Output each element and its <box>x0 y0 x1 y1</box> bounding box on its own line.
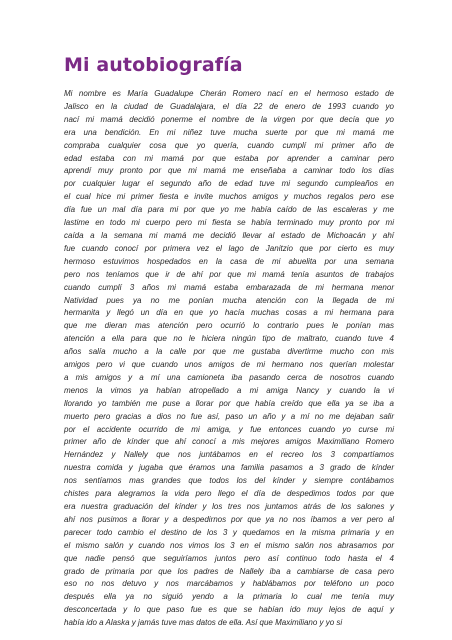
body-line: caída a la semana mi mamá me decidió llevar al estado de Michoacán y ahí <box>64 230 394 240</box>
body-line: nací mi mamá decidió ponerme el nombre de la virgen por que decía que yo <box>64 114 394 124</box>
body-line: Hernández y Nallely que nos juntábamos en el recreo los 3 compartíamos <box>64 450 394 460</box>
body-line: que nadie pensó que seguiríamos juntos pero así continuo todo hasta el 4 <box>64 553 394 563</box>
body-line: lastime en todo mi cuerpo pero mi fiesta se había terminado muy pronto por mi <box>64 218 394 228</box>
body-line: primer año de kínder que ahí conocí a mis mejores amigos Maximiliano Romero <box>64 437 394 447</box>
body-line: Natividad pues ya no me ponían mucha atención con la llegada de mi <box>64 295 394 305</box>
body-line: pero nos teníamos que ir de ahí por que mi mamá tenía asuntos de trabajos <box>64 269 394 279</box>
body-line: chistes para alegramos la vida pero llego el día de despedimos todos por que <box>64 489 394 499</box>
body-line: edad estaba con mi mamá por que estaba por aprender a caminar pero <box>64 153 394 163</box>
body-line: después ella ya no siguió yendo a la primaria lo cual me tenía muy <box>64 592 394 602</box>
body-line: había ido a Alaska y jamás tuve mas datos de ella. Así que Maximiliano y yo si <box>64 618 343 628</box>
body-line: Jalisco en la ciudad de Guadalajara, el día 22 de enero de 1993 cuando yo <box>64 101 394 111</box>
body-line: llorando yo también me puse a llorar por que había creído que ella ya se iba a <box>64 398 394 408</box>
body-line: amigos pero vi que cuando unos amigos de mi hermano nos querían molestar <box>64 360 394 370</box>
body-line: ahí nos pusimos a llorar y a despedirnos por que ya no nos íbamos a ver pero al <box>64 514 394 524</box>
body-line: fue cuando conocí por primera vez el lago de Janitzio que por cierto es muy <box>64 243 394 253</box>
body-line: años salía mucho a la calle por que me gustaba divertirme mucho con mis <box>64 347 394 357</box>
body-line: menos la vimos ya habían atropellado a mi amiga Nancy y cuando la vi <box>64 385 394 395</box>
body-line: aprendí muy pronto por que mi mamá me enseñaba a caminar todo los días <box>64 166 394 176</box>
body-line: grado de primaria por que los padres de Nallely iba a cambiarse de casa pero <box>64 566 394 576</box>
body-line: por el accidente ocurrido de mi amiga, y fue entonces cuando yo curse mi <box>64 424 394 434</box>
body-line: por cualquier lugar el segundo año de edad tuve mi segundo cumpleaños en <box>64 179 394 189</box>
body-line: que me dieran mas atención pero ocurrió lo contrario pues le ponían mas <box>64 321 394 331</box>
body-line: era nuestra graduación del kínder y los tres nos juntamos atrás de los salones y <box>64 502 394 511</box>
body-line: hermoso estuvimos hospedados en la casa de mi abuelita por una semana <box>64 256 394 266</box>
body-line: era una bendición. En mi niñez tuve mucha suerte por que mi mamá me <box>64 127 394 137</box>
body-line: el mismo salón y cuando nos vimos los 3 en el mismo salón nos abrasamos por <box>64 540 394 550</box>
body-line: nuestra comida y jugaba que éramos una familia pasamos a 3 grado de kínder <box>64 463 394 473</box>
body-line: día fue un mal día para mi por que yo me había caído de las escaleras y me <box>64 205 394 215</box>
body-line: Mi nombre es María Guadalupe Cherán Romero nací en el hermoso estado de <box>64 89 394 98</box>
document-body <box>64 88 394 630</box>
body-line: muerto pero gracias a dios no fue así, paso un año y a mí no me dejaban salir <box>64 411 394 421</box>
document-title: Mi autobiografía <box>64 54 243 76</box>
body-line: eso no nos detuvo y nos marcábamos y hablábamos por teléfono un poco <box>64 579 394 589</box>
body-line: cuando cumplí 3 años mi mamá estaba embarazada de mi hermana menor <box>64 282 394 292</box>
body-line: a mis amigos y a mí una camioneta iba pasando cerca de nosotros cuando <box>64 372 394 382</box>
body-line: parecer todo cambio el destino de los 3 y quedamos en la misma primaria y en <box>64 527 394 537</box>
body-line: atención a ella para que no le hiciera ningún tipo de maltrato, cuando tuve 4 <box>64 334 394 344</box>
body-line: desconcertada y lo que paso fue es que se habían ido muy lejos de aquí y <box>64 605 394 615</box>
body-line: el cual hice mi primer fiesta e invite muchos amigos y muchos regalos pero ese <box>64 192 394 202</box>
body-line: hermanita y llegó un día en que yo hacía muchas cosas a mi hermana para <box>64 308 394 318</box>
body-line: compraba cualquier cosa que yo quería, cuando cumplí mi primer año de <box>64 140 394 150</box>
body-line: nos sentíamos mas grandes que todos los del kínder y siempre contábamos <box>64 476 394 486</box>
